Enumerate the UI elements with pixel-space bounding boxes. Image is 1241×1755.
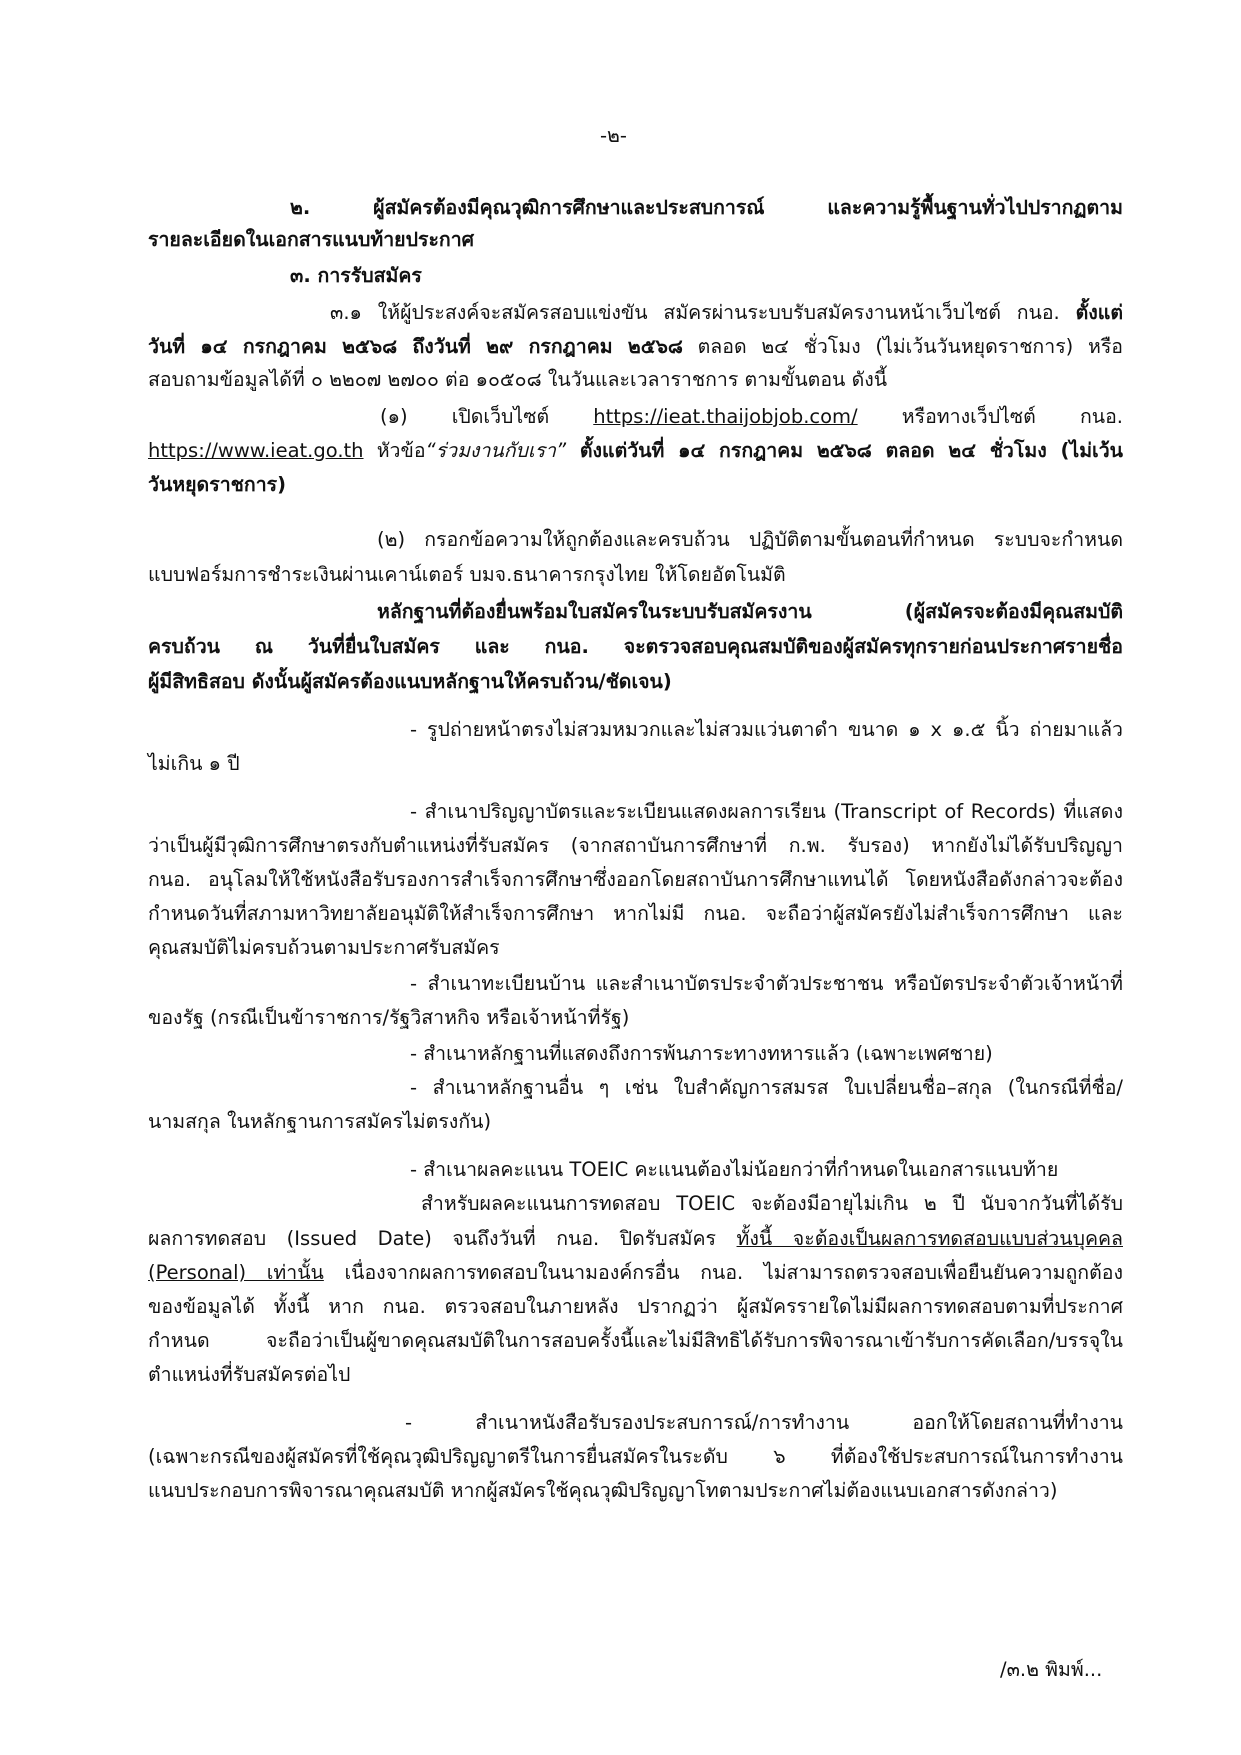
degree-line4: กำหนดวันที่สภามหาวิทยาลัยอนุมัติให้สำเร็จการศึกษา หากไม่มี กนอ. จะถือว่าผู้สมัครยังไม่สำเร็จการศึกษา และ [148,902,1123,925]
evidence-heading-line1: หลักฐานที่ต้องยื่นพร้อมใบสมัครในระบบรับสมัครงาน (ผู้สมัครจะต้องมีคุณสมบัติ [377,600,1123,623]
section2-line1: ๒. ผู้สมัครต้องมีคุณวุฒิการศึกษาและประสบการณ์ และความรู้พื้นฐานทั่วไปปรากฏตาม [290,196,1123,219]
photo-line2: ไม่เกิน ๑ ปี [148,752,240,775]
house-line1: - สำเนาทะเบียนบ้าน และสำเนาบัตรประจำตัวประชาชน หรือบัตรประจำตัวเจ้าหน้าที่ [410,972,1123,995]
evidence-heading-line2: ครบถ้วน ณ วันที่ยื่นใบสมัคร และ กนอ. จะตรวจสอบคุณสมบัติของผู้สมัครทุกรายก่อนประกาศรายชื่อ [148,635,1123,658]
experience-line2: (เฉพาะกรณีของผู้สมัครที่ใช้คุณวุฒิปริญญาตรีในการยื่นสมัครในระดับ ๖ ที่ต้องใช้ประสบการณ์ในการทำงาน [148,1445,1123,1468]
section3-heading: ๓. การรับสมัคร [290,264,422,287]
military-line: - สำเนาหลักฐานที่แสดงถึงการพ้นภาระทางทหารแล้ว (เฉพาะเพศชาย) [410,1042,993,1065]
toeic-line6: กำหนด จะถือว่าเป็นผู้ขาดคุณสมบัติในการสอบครั้งนี้และไม่มีสิทธิได้รับการพิจารณาเข้ารับการคัดเลือก/บรรจุใน [148,1329,1123,1352]
degree-line2: ว่าเป็นผู้มีวุฒิการศึกษาตรงกับตำแหน่งที่รับสมัคร (จากสถาบันการศึกษาที่ ก.พ. รับรอง) หากยังไม่ได้รับปริญญา [148,834,1123,857]
toeic-line7: ตำแหน่งที่รับสมัครต่อไป [148,1363,351,1386]
other-line1: - สำเนาหลักฐานอื่น ๆ เช่น ใบสำคัญการสมรส ใบเปลี่ยนชื่อ–สกุล (ในกรณีที่ชื่อ/ [410,1076,1123,1099]
toeic-line2: สำหรับผลคะแนนการทดสอบ TOEIC จะต้องมีอายุไม่เกิน ๒ ปี นับจากวันที่ได้รับ [421,1192,1123,1215]
thaijobjob-link[interactable]: https://ieat.thaijobjob.com/ [593,405,858,428]
toeic-line3: ผลการทดสอบ (Issued Date) จนถึงวันที่ กนอ. ปิดรับสมัคร ทั้งนี้ จะต้องเป็นผลการทดสอบแบบส่วนบุคคล [148,1227,1123,1250]
experience-line1: - สำเนาหนังสือรับรองประสบการณ์/การทำงาน ออกให้โดยสถานที่ทำงาน [405,1411,1123,1434]
toeic-line4: (Personal) เท่านั้น เนื่องจากผลการทดสอบในนามองค์กรอื่น กนอ. ไม่สามารถตรวจสอบเพื่อยืนยันความถูกต้อง [148,1261,1124,1284]
page-number: -๒- [600,124,627,147]
section2-line2: รายละเอียดในเอกสารแนบท้ายประกาศ [148,228,475,251]
p31-line1: ๓.๑ ให้ผู้ประสงค์จะสมัครสอบแข่งขัน สมัครผ่านระบบรับสมัครงานหน้าเว็บไซต์ กนอ. ตั้งแต่ [330,301,1123,324]
evidence-heading-line3: ผู้มีสิทธิสอบ ดังนั้นผู้สมัครต้องแนบหลักฐานให้ครบถ้วน/ชัดเจน) [148,670,672,693]
experience-line3: แนบประกอบการพิจารณาคุณสมบัติ หากผู้สมัครใช้คุณวุฒิปริญญาโทตามประกาศไม่ต้องแนบเอกสารดังกล่าว) [148,1479,1058,1502]
degree-line1: - สำเนาปริญญาบัตรและระเบียนแสดงผลการเรียน (Transcript of Records) ที่แสดง [410,800,1123,823]
step1-line1: (๑) เปิดเว็บไซต์ https://ieat.thaijobjob.com/ หรือทางเว็ปไซต์ กนอ. [380,405,1123,428]
step2-line2: แบบฟอร์มการชำระเงินผ่านเคาน์เตอร์ บมจ.ธนาคารกรุงไทย ให้โดยอัตโนมัติ [148,563,786,586]
step1-line2: https://www.ieat.go.th หัวข้อ“ร่วมงานกับเรา” ตั้งแต่วันที่ ๑๔ กรกฎาคม ๒๕๖๘ ตลอด ๒๔ ชั่วโมง (ไม่เว้น [148,439,1124,462]
photo-line1: - รูปถ่ายหน้าตรงไม่สวมหมวกและไม่สวมแว่นตาดำ ขนาด ๑ x ๑.๕ นิ้ว ถ่ายมาแล้ว [410,718,1123,741]
step1-line3: วันหยุดราชการ) [148,473,287,496]
degree-line3: กนอ. อนุโลมให้ใช้หนังสือรับรองการสำเร็จการศึกษาซึ่งออกโดยสถาบันการศึกษาแทนได้ โดยหนังสือดังกล่าวจะต้อง [148,868,1123,891]
degree-line5: คุณสมบัติไม่ครบถ้วนตามประกาศรับสมัคร [148,936,500,959]
toeic-line1: - สำเนาผลคะแนน TOEIC คะแนนต้องไม่น้อยกว่าที่กำหนดในเอกสารแนบท้าย [410,1158,1059,1181]
p31-line3: สอบถามข้อมูลได้ที่ ๐ ๒๒๐๗ ๒๗๐๐ ต่อ ๑๐๕๐๘ ในวันและเวลาราชการ ตามขั้นตอน ดังนี้ [148,368,888,391]
house-line2: ของรัฐ (กรณีเป็นข้าราชการ/รัฐวิสาหกิจ หรือเจ้าหน้าที่รัฐ) [148,1006,630,1029]
continuation-note: /๓.๒ พิมพ์... [1000,1658,1103,1681]
other-line2: นามสกุล ในหลักฐานการสมัครไม่ตรงกัน) [148,1110,492,1133]
p31-line2: วันที่ ๑๔ กรกฎาคม ๒๕๖๘ ถึงวันที่ ๒๙ กรกฎาคม ๒๕๖๘ ตลอด ๒๔ ชั่วโมง (ไม่เว้นวันหยุดราชการ) หรือ [148,335,1123,358]
toeic-line5: ของข้อมูลได้ ทั้งนี้ หาก กนอ. ตรวจสอบในภายหลัง ปรากฏว่า ผู้สมัครรายใดไม่มีผลการทดสอบตามที่ประกาศ [148,1295,1123,1318]
ieat-website-link[interactable]: https://www.ieat.go.th [148,439,364,462]
step2-line1: (๒) กรอกข้อความให้ถูกต้องและครบถ้วน ปฏิบัติตามขั้นตอนที่กำหนด ระบบจะกำหนด [377,528,1123,551]
